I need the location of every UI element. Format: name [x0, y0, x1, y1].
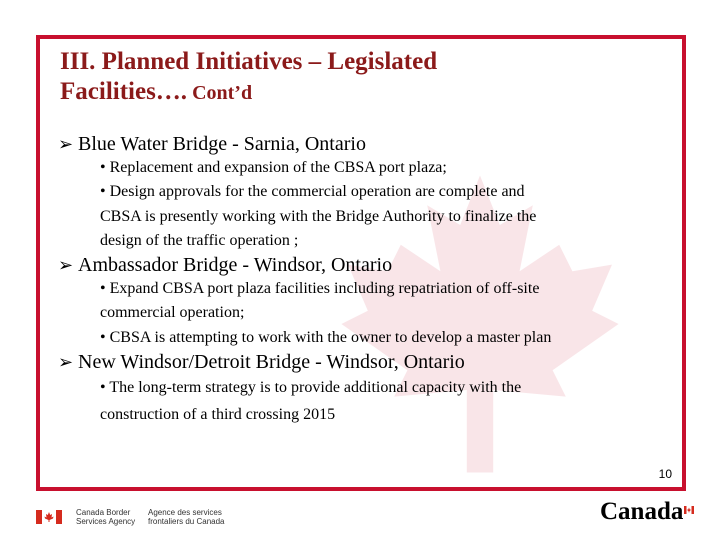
arrow-bullet-icon: ➢ [58, 352, 74, 373]
agency-name-english [76, 508, 135, 526]
section [58, 253, 678, 350]
title-line-1: III. Planned Initiatives – Legislated [60, 48, 438, 75]
bullet-line: construction of a third crossing 2015 [100, 406, 336, 424]
bullet-line: design of the traffic operation ; [100, 231, 299, 249]
agency-en-line-2: Services Agency [76, 517, 136, 526]
bullet-line: • Design approvals for the commercial operation are complete and [100, 183, 525, 201]
bullet-line: • Expand CBSA port plaza facilities including repatriation of off-site [100, 280, 540, 298]
bullet-line: commercial operation; [100, 304, 245, 322]
section-bullets [100, 374, 678, 428]
section [58, 132, 678, 253]
arrow-bullet-icon: ➢ [58, 134, 74, 154]
agency-fr-line-2: frontaliers du Canada [148, 517, 225, 526]
canada-flag-icon [36, 510, 62, 524]
agency-fr-line-1: Agence des services [148, 508, 222, 517]
bullet-line: CBSA is presently working with the Bridge Authority to finalize the [100, 207, 537, 225]
arrow-bullet-icon: ➢ [58, 255, 74, 276]
section-heading-text: Blue Water Bridge - Sarnia, Ontario [78, 133, 366, 155]
section-heading [58, 132, 678, 156]
title-line-2-small: Cont’d [187, 82, 253, 104]
slide-frame [36, 35, 686, 491]
agency-en-line-1: Canada Border [76, 508, 131, 517]
slide-title [60, 47, 437, 108]
section-bullets [100, 277, 678, 350]
section-bullets [100, 156, 678, 253]
agency-name-french [148, 508, 225, 526]
footer [0, 498, 720, 540]
title-line-2 [60, 77, 437, 108]
section [58, 350, 678, 428]
section-heading [58, 253, 678, 277]
wordmark-flag-icon [684, 506, 694, 514]
title-line-2-main: Facilities…. [60, 78, 188, 105]
bullet-line: • CBSA is attempting to work with the owner to develop a master plan [100, 328, 552, 346]
slide-content [58, 132, 678, 428]
canada-wordmark: Canada [600, 498, 684, 525]
section-heading-text: New Windsor/Detroit Bridge - Windsor, Ontario [78, 351, 465, 374]
page-number: 10 [658, 467, 672, 481]
section-heading [58, 350, 678, 374]
bullet-line: • The long-term strategy is to provide additional capacity with the [100, 379, 522, 397]
bullet-line: • Replacement and expansion of the CBSA port plaza; [100, 159, 447, 176]
section-heading-text: Ambassador Bridge - Windsor, Ontario [78, 254, 393, 277]
